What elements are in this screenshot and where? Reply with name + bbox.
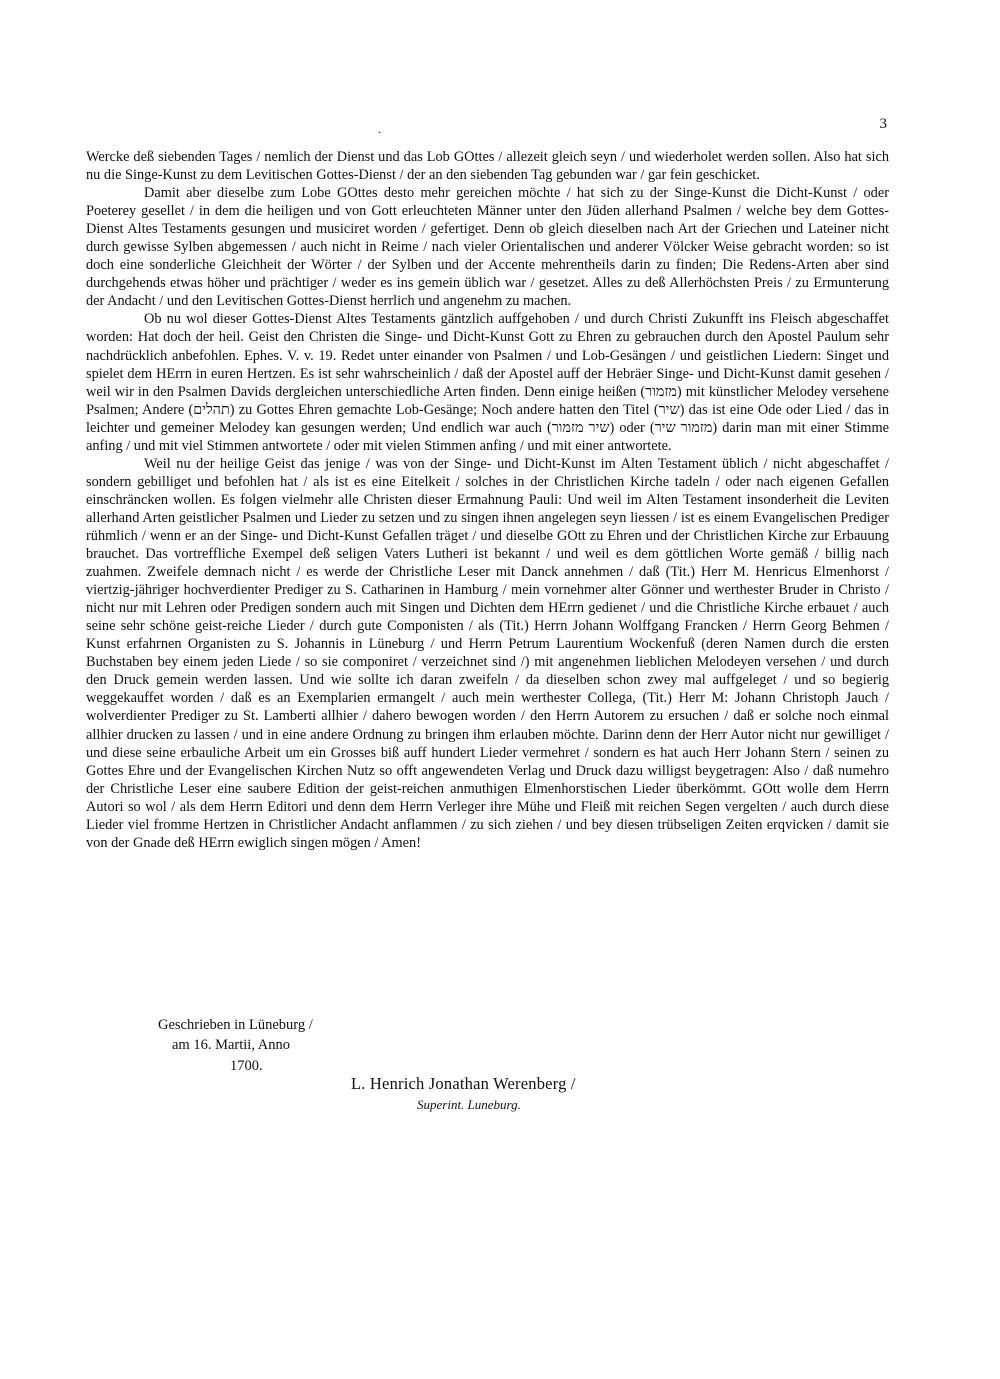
- paragraph-2: Damit aber dieselbe zum Lobe GOttes desto mehr gereichen möchte / hat sich zu der Singe-Kunst die Dicht-Kunst / oder Poeterey gesellet / in dem die heiligen und von Gott erleuchteten Männer unter den Jüden allerhand Psalmen / welche bey dem Gottes-Dienst Altes Testaments gesungen und musiciret worden / gefertiget. Denn ob gleich dieselben nach Art der Griechen und Lateiner nicht durch gewisse Sylben abgemessen / auch nicht in Reime / nach vieler Orientalischen und anderer Völcker Weise gebracht worden: so ist doch eine sonderliche Gleichheit der Wörter / der Sylben und der Accente mehrentheils darin zu finden; Die Redens-Arten aber sind durchgehends etwas höher und prächtiger / weder es ins gemein üblich war / gesetzet. Alles zu deß Allerhöchsten Preis / zu Ermunterung der Andacht / und den Levitischen Gottes-Dienst herrlich und angenehm zu machen.: [86, 185, 889, 310]
- paragraph-3: Ob nu wol dieser Gottes-Dienst Altes Testaments gäntzlich auffgehoben / und durch Christi Zukunfft ins Fleisch abgeschaffet worden: Hat doch der heil. Geist den Christen die Singe- und Dicht-Kunst Gott zu Ehren zu gebrauchen durch den Apostel Paulum sehr nachdrücklich anbefohlen. Ephes. V. v. 19. Redet unter einander von Psalmen / und Lob-Gesängen / und geistlichen Liedern: Singet und spielet dem HErrn in euren Hertzen. Es ist sehr wahrscheinlich / daß der Apostel auff der Hebräer Singe- und Dicht-Kunst damit gesehen / weil wir in den Psalmen Davids dergleichen unterschiedliche Arten finden. Denn einige heißen (מזמור) mit künstlicher Melodey versehene Psalmen; Andere (תהלים) zu Gottes Ehren gemachte Lob-Gesänge; Noch andere hatten den Titel (שיר) das ist eine Ode oder Lied / das in leichter und gemeiner Melodey kan gesungen werden; Und endlich war auch (שיר מזמור) oder (מזמור שיר) darin man mit einer Stimme anfing / und mit viel Stimmen antwortete / oder mit vielen Stimmen anfing / und mit einer antwortete.: [86, 311, 889, 454]
- paragraph-4: Weil nu der heilige Geist das jenige / was von der Singe- und Dicht-Kunst im Alten Testament üblich / nicht abgeschaffet / sondern gebilliget und befohlen hat / als ist es eine Eitelkeit / solches in der Christlichen Kirche tadeln / oder nach eigenen Gefallen einschräncken wollen. Es folgen vielmehr alle Christen dieser Ermahnung Pauli: Und weil im Alten Testament insonderheit die Leviten allerhand Arten geistlicher Psalmen und Lieder zu setzen und zu singen ihnen angelegen seyn liessen / ist es einem Evangelischen Prediger rühmlich / wenn er an der Singe- und Dicht-Kunst Gefallen träget / und dieselbe GOtt zu Ehren und der Christlichen Kirche zur Erbauung brauchet. Das vortreffliche Exempel deß seligen Vaters Lutheri ist bekannt / und weil es dem göttlichen Worte gemäß / billig nach zuahmen. Zweifele demnach nicht / es werde der Christliche Leser mit Danck annehmen / daß (Tit.) Herr M. Henricus Elmenhorst / viertzig-jähriger hochverdienter Prediger zu S. Catharinen in Hamburg / mein vornehmer alter Gönner und werthester Bruder in Christo / nicht nur mit Lehren oder Predigen sondern auch mit Singen und Dichten dem HErrn gedienet / und die Christliche Kirche erbauet / auch seine sehr schöne geist-reiche Lieder / durch gute Componisten / als (Tit.) Herrn Johann Wolffgang Francken / Herrn Georg Behmen / Kunst erfahrnen Organisten zu S. Johannis in Lüneburg / und Herrn Petrum Laurentium Wockenfuß (deren Namen durch die ersten Buchstaben bey einem jeden Liede / so sie componiret / verzeichnet sind /) mit angenehmen lieblichen Melodeyen versehen / und durch den Druck gemein werden lassen. Und wie sollte ich daran zweifeln / da dieselben schon zwey mal auffgeleget / und so begierig weggekauffet worden / daß es an Exemplarien ermangelt / auch mein werthester Collega, (Tit.) Herr M: Johann Christoph Jauch / wolverdienter Prediger zu St. Lamberti allhier / dahero bewogen worden / den Herrn Autorem zu ersuchen / daß er solche noch einmal allhier drucken zu lassen / und in eine andere Ordnung zu bringen ihm erlauben möchte. Darinn denn der Herr Autor nicht nur gewilliget / und diese seine erbauliche Arbeit um ein Grosses biß auff hundert Lieder vermehret / sondern es hat auch Herr Johann Stern / seinen zu Gottes Ehre und der Evangelischen Kirchen Nutz so offt angewendeten Verlag und Druck dazu willigst beygetragen: Also / daß numehro der Christliche Leser eine saubere Edition der geist-reichen anmuthigen Elmenhorstischen Lieder überkömmt. GOtt wolle dem Herrn Autori so wol / als dem Herrn Editori und denn dem Herrn Verleger ihre Mühe und Fleiß mit reichen Segen vergelten / auch durch diese Lieder viel fromme Hertzen in Christlicher Andacht anflammen / zu sich ziehen / und bey diesen trübseligen Zeiten erqvicken / damit sie von der Gnade deß HErrn ewiglich singen mögen / Amen!: [86, 455, 889, 851]
- closing-place: Geschrieben in Lüneburg /: [158, 1017, 313, 1033]
- paragraph-1: Wercke deß siebenden Tages / nemlich der Dienst und das Lob GOttes / allezeit gleich seyn / und wiederholet werden sollen. Also hat sich nu die Singe-Kunst zu dem Levitischen Gottes-Dienst / der an den siebenden Tag gebunden war / gar fein geschicket.: [86, 149, 889, 184]
- closing-date: am 16. Martii, Anno: [172, 1037, 291, 1053]
- page-number: 3: [879, 116, 887, 132]
- closing-year: 1700.: [230, 1058, 263, 1074]
- signer-title: Superint. Luneburg.: [417, 1097, 521, 1112]
- body-text: [86, 148, 889, 852]
- page-dot-mark: .: [378, 122, 381, 136]
- signer-name: L. Henrich Jonathan Werenberg /: [351, 1074, 576, 1093]
